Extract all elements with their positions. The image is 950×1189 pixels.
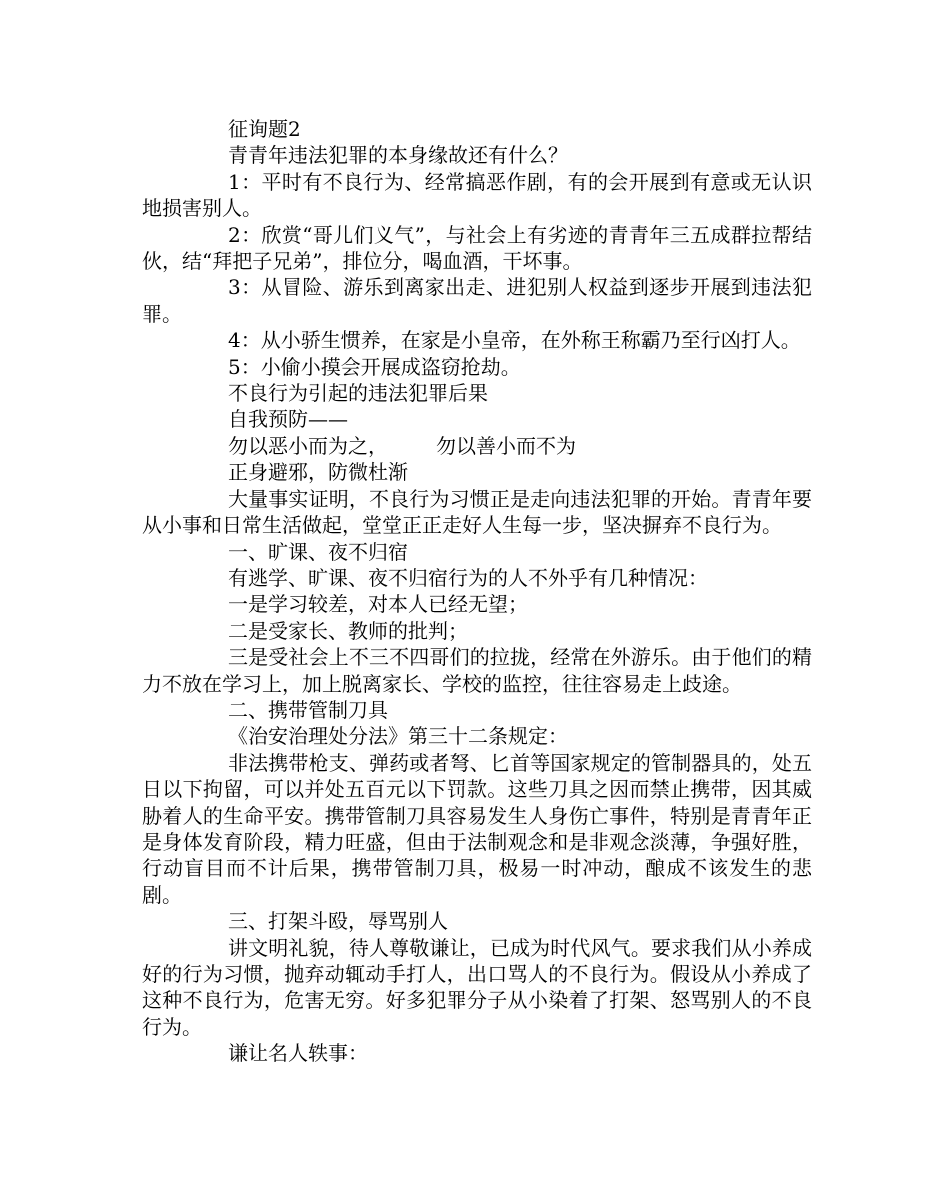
paragraph: 讲文明礼貌，待人尊敬谦让，已成为时代风气。要求我们从小养成好的行为习惯，抛弃动辄动手打人，出口骂人的不良行为。假设从小养成了这种不良行为，危害无穷。好多犯罪分子从小染着了打架、怒骂别人的不良行为。 xyxy=(142,935,812,1039)
paragraph: 4：从小骄生惯养，在家是小皇帝，在外称王称霸乃至行凶打人。 xyxy=(228,328,801,353)
paragraph: 正身避邪，防微杜渐 xyxy=(228,460,408,485)
paragraph: 谦让名人轶事： xyxy=(228,1041,368,1066)
motto-left: 勿以恶小而为之， xyxy=(228,433,388,458)
paragraph: 二是受家长、教师的批判； xyxy=(228,618,468,643)
paragraph: 一是学习较差，对本人已经无望； xyxy=(228,592,528,617)
paragraph: 三是受社会上不三不四哥们的拉拢，经常在外游乐。由于他们的精力不放在学习上，加上脱离家长、学校的监控，往往容易走上歧途。 xyxy=(142,645,812,696)
paragraph: 有逃学、旷课、夜不归宿行为的人不外乎有几种情况： xyxy=(228,565,708,590)
paragraph: 5：小偷小摸会开展成盗窃抢劫。 xyxy=(228,354,521,379)
motto-right: 勿以善小而不为 xyxy=(436,433,576,458)
document-page xyxy=(142,116,812,1067)
paragraph: 征询题2 xyxy=(228,117,301,141)
paragraph: 3：从冒险、游乐到离家出走、进犯别人权益到逐步开展到违法犯罪。 xyxy=(142,275,812,326)
paragraph: 《治安治理处分法》第三十二条规定： xyxy=(228,724,568,749)
paragraph: 2：欣赏“哥儿们义气”，与社会上有劣迹的青青年三五成群拉帮结伙，结“拜把子兄弟”，排位分，喝血酒，干坏事。 xyxy=(142,222,812,274)
section-heading: 三、打架斗殴，辱骂别人 xyxy=(228,909,448,934)
paragraph: 自我预防—— xyxy=(228,407,348,432)
motto-line xyxy=(142,433,812,459)
section-heading: 一、旷课、夜不归宿 xyxy=(228,539,408,564)
paragraph: 不良行为引起的违法犯罪后果 xyxy=(228,381,488,406)
section-heading: 二、携带管制刀具 xyxy=(228,697,388,722)
paragraph: 青青年违法犯罪的本身缘故还有什么？ xyxy=(228,143,568,168)
paragraph: 非法携带枪支、弹药或者弩、匕首等国家规定的管制器具的，处五日以下拘留，可以并处五百元以下罚款。这些刀具之因而禁止携带，因其威胁着人的生命平安。携带管制刀具容易发生人身伤亡事件，特别是青青年正是身体发育阶段，精力旺盛，但由于法制观念和是非观念淡薄，争强好胜，行动盲目而不计后果，携带管制刀具，极易一时冲动，酿成不该发生的悲剧。 xyxy=(142,750,812,907)
paragraph: 大量事实证明，不良行为习惯正是走向违法犯罪的开始。青青年要从小事和日常生活做起，堂堂正正走好人生每一步，坚决摒弃不良行为。 xyxy=(142,486,812,538)
paragraph: 1：平时有不良行为、经常搞恶作剧，有的会开展到有意或无认识地损害别人。 xyxy=(142,169,812,221)
